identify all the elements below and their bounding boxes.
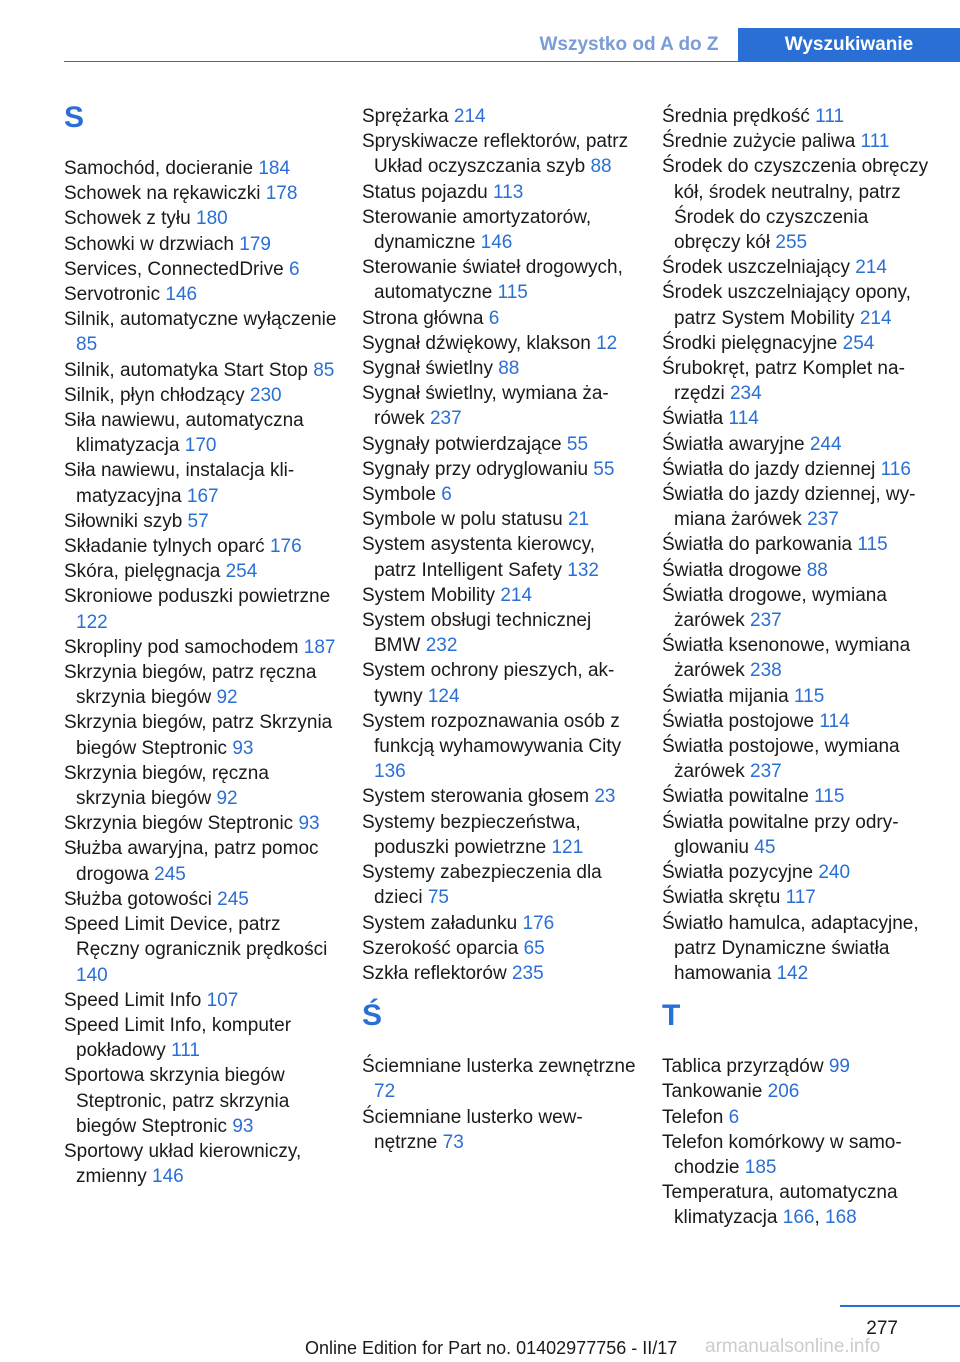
index-entry [362,432,637,457]
index-entry-text: Systemy zabezpieczenia dla dzieci [362,862,602,909]
page-reference-link[interactable]: 214 [855,257,887,279]
index-entry [64,761,339,811]
page-reference-link[interactable]: 124 [427,685,460,707]
page-reference-link[interactable]: 121 [551,836,584,858]
page-reference-link[interactable]: 238 [750,660,782,682]
index-entry [662,356,937,406]
index-entry [662,482,937,532]
page-reference-link[interactable]: 254 [842,332,875,354]
index-entry [64,156,339,181]
index-entry [662,432,937,457]
page-reference-link[interactable]: 116 [880,458,911,480]
page-reference-link[interactable]: 6 [441,484,452,506]
index-entry-text: Silnik, automatyczne wyłączenie [64,309,337,331]
index-entry-text: Średnia prędkość [662,106,810,127]
index-entry [662,633,937,683]
index-entry [64,887,339,912]
index-entry [362,936,637,961]
index-entry-text: Ściemniane lusterko wewnętrzne [362,1106,583,1153]
index-entry-text: Speed Limit Info, komputer pokładowy [64,1014,292,1062]
page-reference-link[interactable]: 237 [429,408,462,430]
index-entry [662,255,937,280]
page-reference-link[interactable]: 136 [374,761,406,783]
index-entry-text: Status pojazdu [362,181,488,203]
index-entry [64,307,339,357]
index-entry-text: System sterowania głosem [362,786,590,808]
page-reference-link[interactable]: 237 [807,509,839,531]
page-reference-link[interactable]: 254 [225,561,258,583]
index-entry-text: Tankowanie [662,1081,763,1103]
page-reference-link[interactable]: 45 [754,836,776,858]
index-entry-text: Systemy bezpieczeństwa, poduszki powietrzne [362,811,581,858]
index-entry-text: Telefon [662,1106,724,1128]
index-entry-text: Siła nawiewu, automatyczna klimatyzacja [64,410,304,457]
index-entry-text: Temperatura, automatyczna klimatyzacja [662,1182,898,1229]
index-entry-text: Telefon komórkowy w samochodzie [662,1131,902,1178]
index-entry-text: Strona główna [362,307,484,329]
page-reference-link[interactable]: 176 [522,912,555,934]
index-entry-text: System ochrony pieszych, aktywny [362,660,615,707]
index-entry-text: Sygnały potwierdzające [362,433,562,455]
index-entry [362,709,637,785]
index-entry [362,911,637,936]
index-entry [64,458,339,508]
index-entry [662,784,937,809]
index-entry-text: Siła nawiewu, instalacja klimatyzacyjna [64,460,295,507]
index-entry [64,181,339,206]
index-entry [662,885,937,910]
page-reference-link[interactable]: 240 [818,862,851,884]
index-entry-text: Sprężarka [362,106,449,127]
index-entry-text: Służba awaryjna, patrz pomoc drogowa [64,838,319,885]
index-entry-text: Sportowy układ kierowniczy, zmienny [64,1140,302,1188]
tab-all-a-to-z[interactable]: Wszystko od A do Z [539,33,719,55]
page-reference-link[interactable]: 167 [186,485,219,507]
page-reference-link[interactable]: 6 [728,1106,740,1128]
index-entry [64,811,339,836]
index-entry-text: Szerokość oparcia [362,937,519,959]
index-entry [64,710,339,760]
index-entry-text: Silnik, automatyka Start Stop [64,359,308,381]
page-reference-link[interactable]: 255 [775,232,808,254]
index-entry-text: Services, ConnectedDrive [64,258,284,280]
index-entry [362,784,637,809]
index-entry-text: Skrzynia biegów, patrz ręczna skrzynia biegów [64,662,317,709]
index-entry-text: Sterowanie amortyzatorów, dynamiczne [362,206,592,254]
page-reference-link[interactable]: 111 [860,131,890,153]
page-reference-link[interactable]: 111 [815,106,845,127]
page-reference-link[interactable]: 142 [776,962,809,984]
index-entry-text: Ściemniane lusterka zewnętrzne [362,1056,636,1078]
page-reference-link[interactable]: 114 [728,408,759,430]
index-entry-text: Schowki w drzwiach [64,233,234,255]
index-entry [362,810,637,860]
index-entry [662,558,937,583]
index-entry [64,1139,339,1189]
index-entry [64,584,339,634]
page-reference-link[interactable]: 72 [374,1081,396,1103]
index-entry [362,507,637,532]
index-entry-text: System obsługi technicznej BMW [362,610,592,657]
page-reference-link[interactable]: 85 [313,359,335,381]
page-reference-link[interactable]: 140 [76,964,108,986]
index-column-1 [64,101,339,1189]
page-reference-link[interactable]: 93 [232,1115,254,1137]
index-entry [64,660,339,710]
page-reference-link[interactable]: 232 [425,635,458,657]
index-entry [362,532,637,582]
index-entry-text: Środek uszczelniający [662,257,850,279]
index-entry [362,255,637,305]
index-entry [64,257,339,282]
index-entry [662,684,937,709]
index-entry-text: Skroniowe poduszki powietrzne [64,586,331,608]
page-reference-link[interactable]: 166 [782,1207,815,1229]
page-reference-link[interactable]: 237 [750,761,782,783]
index-entry [362,1105,637,1155]
index-entry-text: Sterowanie świateł drogowych, automatyczne [362,257,623,304]
index-entry [662,911,937,987]
index-entry-text: Światła postojowe [662,710,815,732]
index-letter-heading: T [662,999,681,1033]
index-entry [662,810,937,860]
index-entry-text: Sygnał świetlny, wymiana żarówek [362,383,609,430]
index-entry-text: Światła drogowe [662,559,802,581]
index-entry-text: Światła skrętu [662,887,781,909]
index-entry [362,961,637,986]
index-entry-text: Spryskiwacze reflektorów, patrz Układ oczyszczania szyb [362,131,629,178]
index-entry-text: Światła drogowe, wymiana żarówek [662,584,887,632]
index-entry [362,205,637,255]
watermark: armanualsonline.info [705,1336,881,1357]
index-entry-text: Servotronic [64,284,161,306]
index-entry-text: Światła [662,408,724,430]
index-entry-text: Siłowniki szyb [64,510,183,532]
page-reference-link[interactable]: 185 [744,1156,777,1178]
index-entry [64,988,339,1013]
index-entry-text: Speed Limit Device, patrz Ręczny ogranicznik prędkości [64,914,328,961]
page-reference-link[interactable]: 146 [165,284,198,306]
index-entry-text: Światła postojowe, wymiana żarówek [662,736,900,783]
page-reference-link[interactable]: 55 [593,458,615,480]
index-entry-text: System załadunku [362,912,518,934]
index-entry-text: Skropliny pod samochodem [64,636,299,658]
page-reference-link[interactable]: 176 [269,536,302,558]
index-entry-text: Światła do parkowania [662,534,853,556]
index-entry [362,658,637,708]
edition-note: Online Edition for Part no. 01402977756 - II/17 [305,1338,678,1358]
page-reference-link[interactable]: 99 [828,1056,850,1078]
index-entry-text: Speed Limit Info [64,989,202,1011]
page-reference-link[interactable]: 92 [216,788,238,810]
page-reference-link[interactable]: 75 [427,887,449,909]
index-entry-text: Szkła reflektorów [362,962,507,984]
index-entry [64,408,339,458]
index-entry [64,282,339,307]
page-reference-link[interactable]: 73 [442,1131,464,1153]
index-entry [662,1079,937,1104]
index-entry-text: Światła do jazdy dziennej, wymiana żarówek [662,484,916,531]
index-entry-text: Symbole [362,484,436,506]
index-entry [64,912,339,988]
index-entry-text: Światła powitalne przy odryglowaniu [662,811,899,858]
index-letter-heading: Ś [362,999,383,1033]
index-entry-text: System rozpoznawania osób z funkcją wyhamowywania City [362,710,622,758]
index-letter-heading: S [64,101,85,134]
page-reference-link[interactable]: 170 [184,435,217,457]
page-reference-link[interactable]: 180 [196,208,228,230]
index-entry-text: Środki pielęgnacyjne [662,332,838,354]
page-reference-link[interactable]: 88 [590,156,612,178]
index-entry-text: Tablica przyrządów [662,1056,824,1078]
page-reference-link[interactable]: 214 [500,584,533,606]
index-entry [64,509,339,534]
page-reference-link[interactable]: 115 [794,685,825,707]
page-reference-link[interactable]: 93 [232,737,254,759]
page-reference-link[interactable]: 178 [265,183,298,205]
index-entry-text: Skóra, pielęgnacja [64,561,221,583]
index-entry [64,635,339,660]
page-reference-link[interactable]: 146 [152,1166,184,1188]
index-entry [362,306,637,331]
index-entry [662,280,937,330]
index-entry-text: Skrzynia biegów Steptronic [64,813,294,835]
index-entry [64,1013,339,1063]
index-entry [662,1054,937,1079]
index-entry [362,457,637,482]
page-reference-link[interactable]: 21 [567,509,590,531]
index-entry [662,129,937,154]
page-reference-link[interactable]: 146 [480,232,513,254]
page-reference-link[interactable]: 6 [288,258,300,280]
index-entry-text: Silnik, płyn chłodzący [64,384,245,406]
footer-divider [840,1305,960,1307]
page-reference-link[interactable]: 234 [729,383,762,405]
index-entry-text: Sygnał dźwiękowy, klakson [362,332,591,354]
header-divider [64,61,960,62]
index-entry [662,709,937,734]
index-entry [362,860,637,910]
index-entry [362,331,637,356]
index-entry-text: Światło hamulca, adaptacyjne, patrz Dynamiczne światła hamowania [662,912,919,984]
index-entry-text: Schowek na rękawiczki [64,183,261,205]
page-reference-link[interactable]: 132 [567,559,599,581]
page-reference-link[interactable]: 23 [594,786,616,808]
index-entry [662,583,937,633]
index-entry-text: Sportowa skrzynia biegów Steptronic, patrz skrzynia biegów Steptronic [64,1065,290,1137]
page-reference-link[interactable]: 115 [857,534,888,556]
page-reference-link[interactable]: 113 [492,181,524,203]
index-entry [362,180,637,205]
index-entry-text: Środek uszczelniający opony, patrz System Mobility [662,282,911,329]
page-reference-link[interactable]: 117 [785,887,816,909]
index-entry [662,860,937,885]
page-reference-link[interactable]: 245 [154,863,186,885]
index-entry [362,129,637,179]
index-entry-text: Składanie tylnych oparć [64,536,265,558]
index-entry [662,532,937,557]
tab-search[interactable]: Wyszukiwanie [738,28,960,61]
index-entry [362,104,637,129]
page-reference-link[interactable]: 168 [825,1207,857,1229]
index-entry [662,154,937,255]
index-entry-text: Sygnały przy odryglowaniu [362,458,589,480]
page-reference-link[interactable]: 115 [497,282,528,304]
index-entry-text: Skrzynia biegów, patrz Skrzynia biegów Steptronic [64,712,333,759]
index-entry [64,206,339,231]
page-reference-link[interactable]: 187 [303,636,336,658]
page-reference-link[interactable]: 114 [819,710,850,732]
page-reference-link[interactable]: 12 [596,332,618,354]
page-reference-link[interactable]: 230 [249,384,282,406]
index-entry [662,734,937,784]
index-entry [662,457,937,482]
page-reference-link[interactable]: 214 [859,307,892,329]
page-reference-link[interactable]: 122 [76,611,108,633]
page-reference-link[interactable]: 179 [239,233,271,255]
index-entry-text: Śrubokręt, patrz Komplet narzędzi [662,358,905,405]
index-entry-text: Światła mijania [662,685,789,707]
page-reference-link[interactable]: 88 [498,358,520,380]
index-entry [362,381,637,431]
index-entry-text: Światła pozycyjne [662,862,814,884]
page-reference-link[interactable]: 88 [806,559,828,581]
page-reference-link[interactable]: 107 [206,989,239,1011]
page-reference-link[interactable]: 237 [750,610,782,632]
page-reference-link[interactable]: 235 [511,962,544,984]
index-entry-text: System asystenta kierowcy, patrz Intelligent Safety [362,534,596,581]
page-reference-link[interactable]: 245 [217,888,249,910]
page-reference-link[interactable]: 92 [216,687,238,709]
index-entry-text: System Mobility [362,584,496,606]
page-reference-link[interactable]: 57 [187,510,209,532]
index-entry [64,559,339,584]
index-entry [64,358,339,383]
page-reference-link[interactable]: 115 [814,786,845,808]
index-entry [64,1063,339,1139]
index-entry [64,534,339,559]
page-reference-link[interactable]: 6 [488,307,500,329]
page-reference-link[interactable]: 55 [566,433,589,455]
index-entry [662,104,937,129]
page-reference-link[interactable]: 65 [523,937,545,959]
index-entry-text: Średnie zużycie paliwa [662,131,856,153]
page-reference-link[interactable]: 206 [767,1081,800,1103]
index-entry-text: Światła awaryjne [662,433,805,455]
index-entry [362,356,637,381]
index-column-2 [362,104,637,1155]
index-entry-text: Światła ksenonowe, wymiana żarówek [662,635,911,682]
index-entry [662,331,937,356]
index-entry-text: Skrzynia biegów, ręczna skrzynia biegów [64,762,269,810]
page-reference-link[interactable]: 214 [453,106,486,127]
page-reference-link[interactable]: 93 [298,813,320,835]
page-reference-link[interactable]: 244 [809,433,842,455]
index-entry-text: Symbole w polu statusu [362,509,563,531]
index-entry-text: Służba gotowości [64,888,212,910]
index-entry-text: Środek do czyszczenia obręczy kół, środek neutralny, patrz Środek do czyszczenia obręczy kół [662,156,929,254]
index-entry [662,1105,937,1130]
index-entry [64,383,339,408]
index-entry [662,406,937,431]
index-entry [64,232,339,257]
index-entry: Temperatura, automatyczna klimatyzacja 166, 168 [662,1182,898,1229]
page-reference-link[interactable]: 85 [76,334,98,356]
index-entry-text: Schowek z tyłu [64,208,191,230]
index-entry [662,1130,937,1180]
index-entry [362,1054,637,1104]
page-reference-link[interactable]: 184 [258,158,291,179]
index-entry-text: Światła powitalne [662,786,809,808]
index-entry [362,482,637,507]
index-entry-text: Sygnał świetlny [362,358,493,380]
page-reference-link[interactable]: 111 [171,1040,200,1062]
index-entry [362,583,637,608]
page-number: 277 [866,1318,898,1339]
index-entry-text: Samochód, docieranie [64,158,254,179]
index-column-3 [662,104,937,1231]
index-entry-text: Światła do jazdy dziennej [662,458,876,480]
index-entry [362,608,637,658]
index-entry [64,836,339,886]
